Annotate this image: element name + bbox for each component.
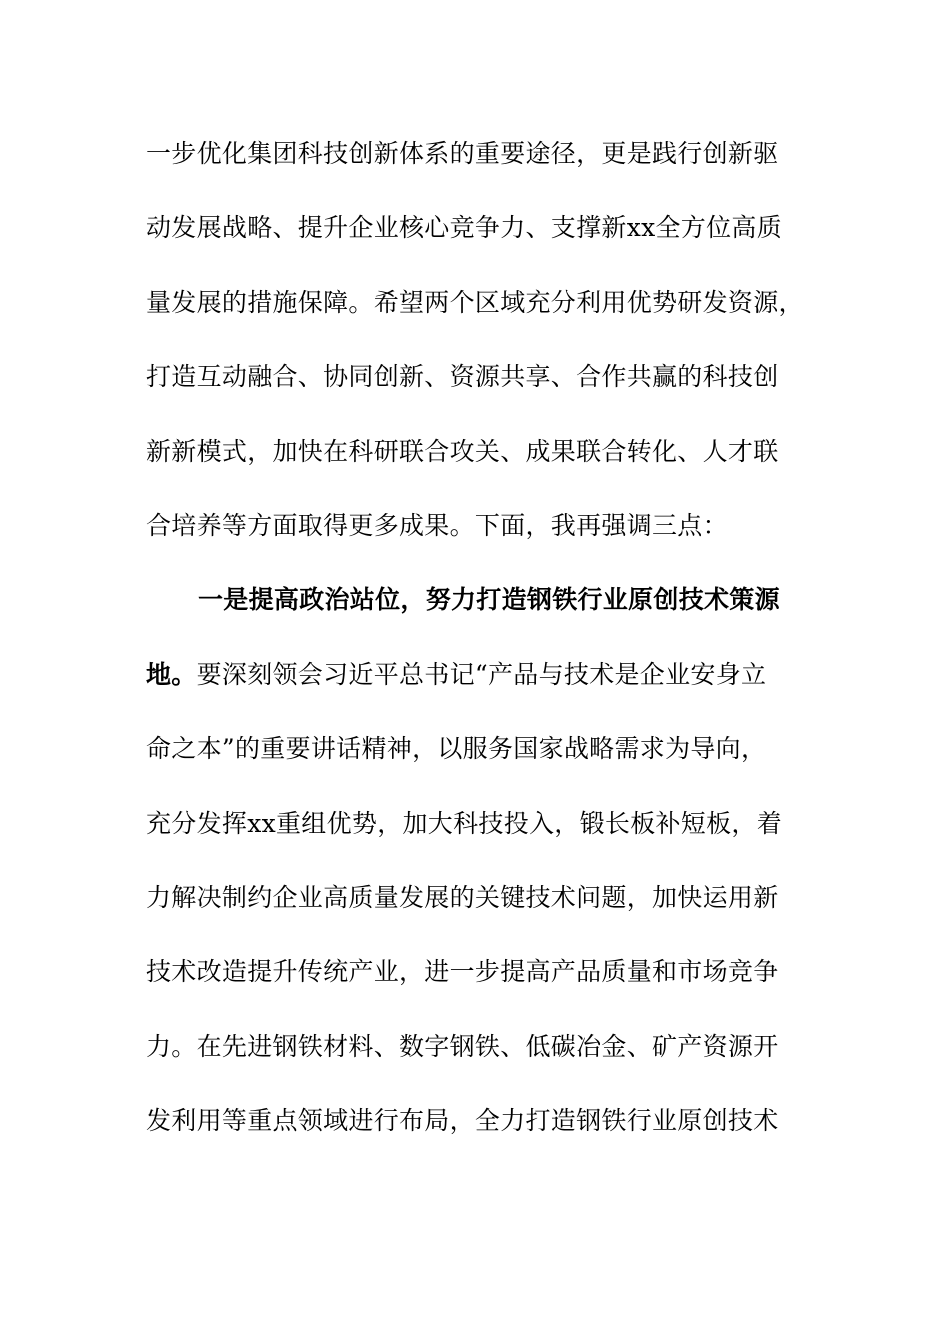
paragraph-line <box>146 1091 806 1165</box>
line-text: 命之本”的重要讲话精神，以服务国家战略需求为导向， <box>146 734 767 764</box>
line-text: 力解决制约企业高质量发展的关键技术问题，加快运用新 <box>146 882 779 912</box>
paragraph-line <box>146 198 806 272</box>
line-text: 动发展战略、提升企业核心竞争力、支撑新xx全方位高质 <box>146 213 783 243</box>
line-text: 量发展的措施保障。希望两个区域充分利用优势研发资源， <box>146 287 804 317</box>
paragraph-line <box>146 124 806 198</box>
paragraph-line <box>146 942 806 1016</box>
line-text: 技术改造提升传统产业，进一步提高产品质量和市场竞争 <box>146 957 779 987</box>
body-text <box>146 124 806 1165</box>
line-text: 合培养等方面取得更多成果。下面，我再强调三点： <box>146 510 728 540</box>
line-text: 新新模式，加快在科研联合攻关、成果联合转化、人才联 <box>146 436 779 466</box>
paragraph-line <box>146 273 806 347</box>
paragraph-line <box>146 645 806 719</box>
paragraph-line <box>146 1017 806 1091</box>
paragraph-line <box>146 794 806 868</box>
line-text: 打造互动融合、协同创新、资源共享、合作共赢的科技创 <box>146 362 779 392</box>
paragraph-line <box>146 422 806 496</box>
line-text: 力。在先进钢铁材料、数字钢铁、低碳冶金、矿产资源开 <box>146 1031 779 1061</box>
section-heading-text-end: 地。 <box>146 659 197 689</box>
line-text: 要深刻领会习近平总书记“产品与技术是企业安身立 <box>196 659 767 689</box>
paragraph-line <box>146 868 806 942</box>
line-text: 一步优化集团科技创新体系的重要途径，更是践行创新驱 <box>146 139 779 168</box>
line-text: 发利用等重点领域进行布局，全力打造钢铁行业原创技术 <box>146 1106 779 1136</box>
section-heading-line <box>146 570 806 644</box>
section-heading-text: 一是提高政治站位，努力打造钢铁行业原创技术策源 <box>198 585 780 615</box>
paragraph-line <box>146 496 806 570</box>
line-text: 充分发挥xx重组优势，加大科技投入，锻长板补短板，着 <box>146 808 783 838</box>
paragraph-line <box>146 719 806 793</box>
paragraph-line <box>146 347 806 421</box>
